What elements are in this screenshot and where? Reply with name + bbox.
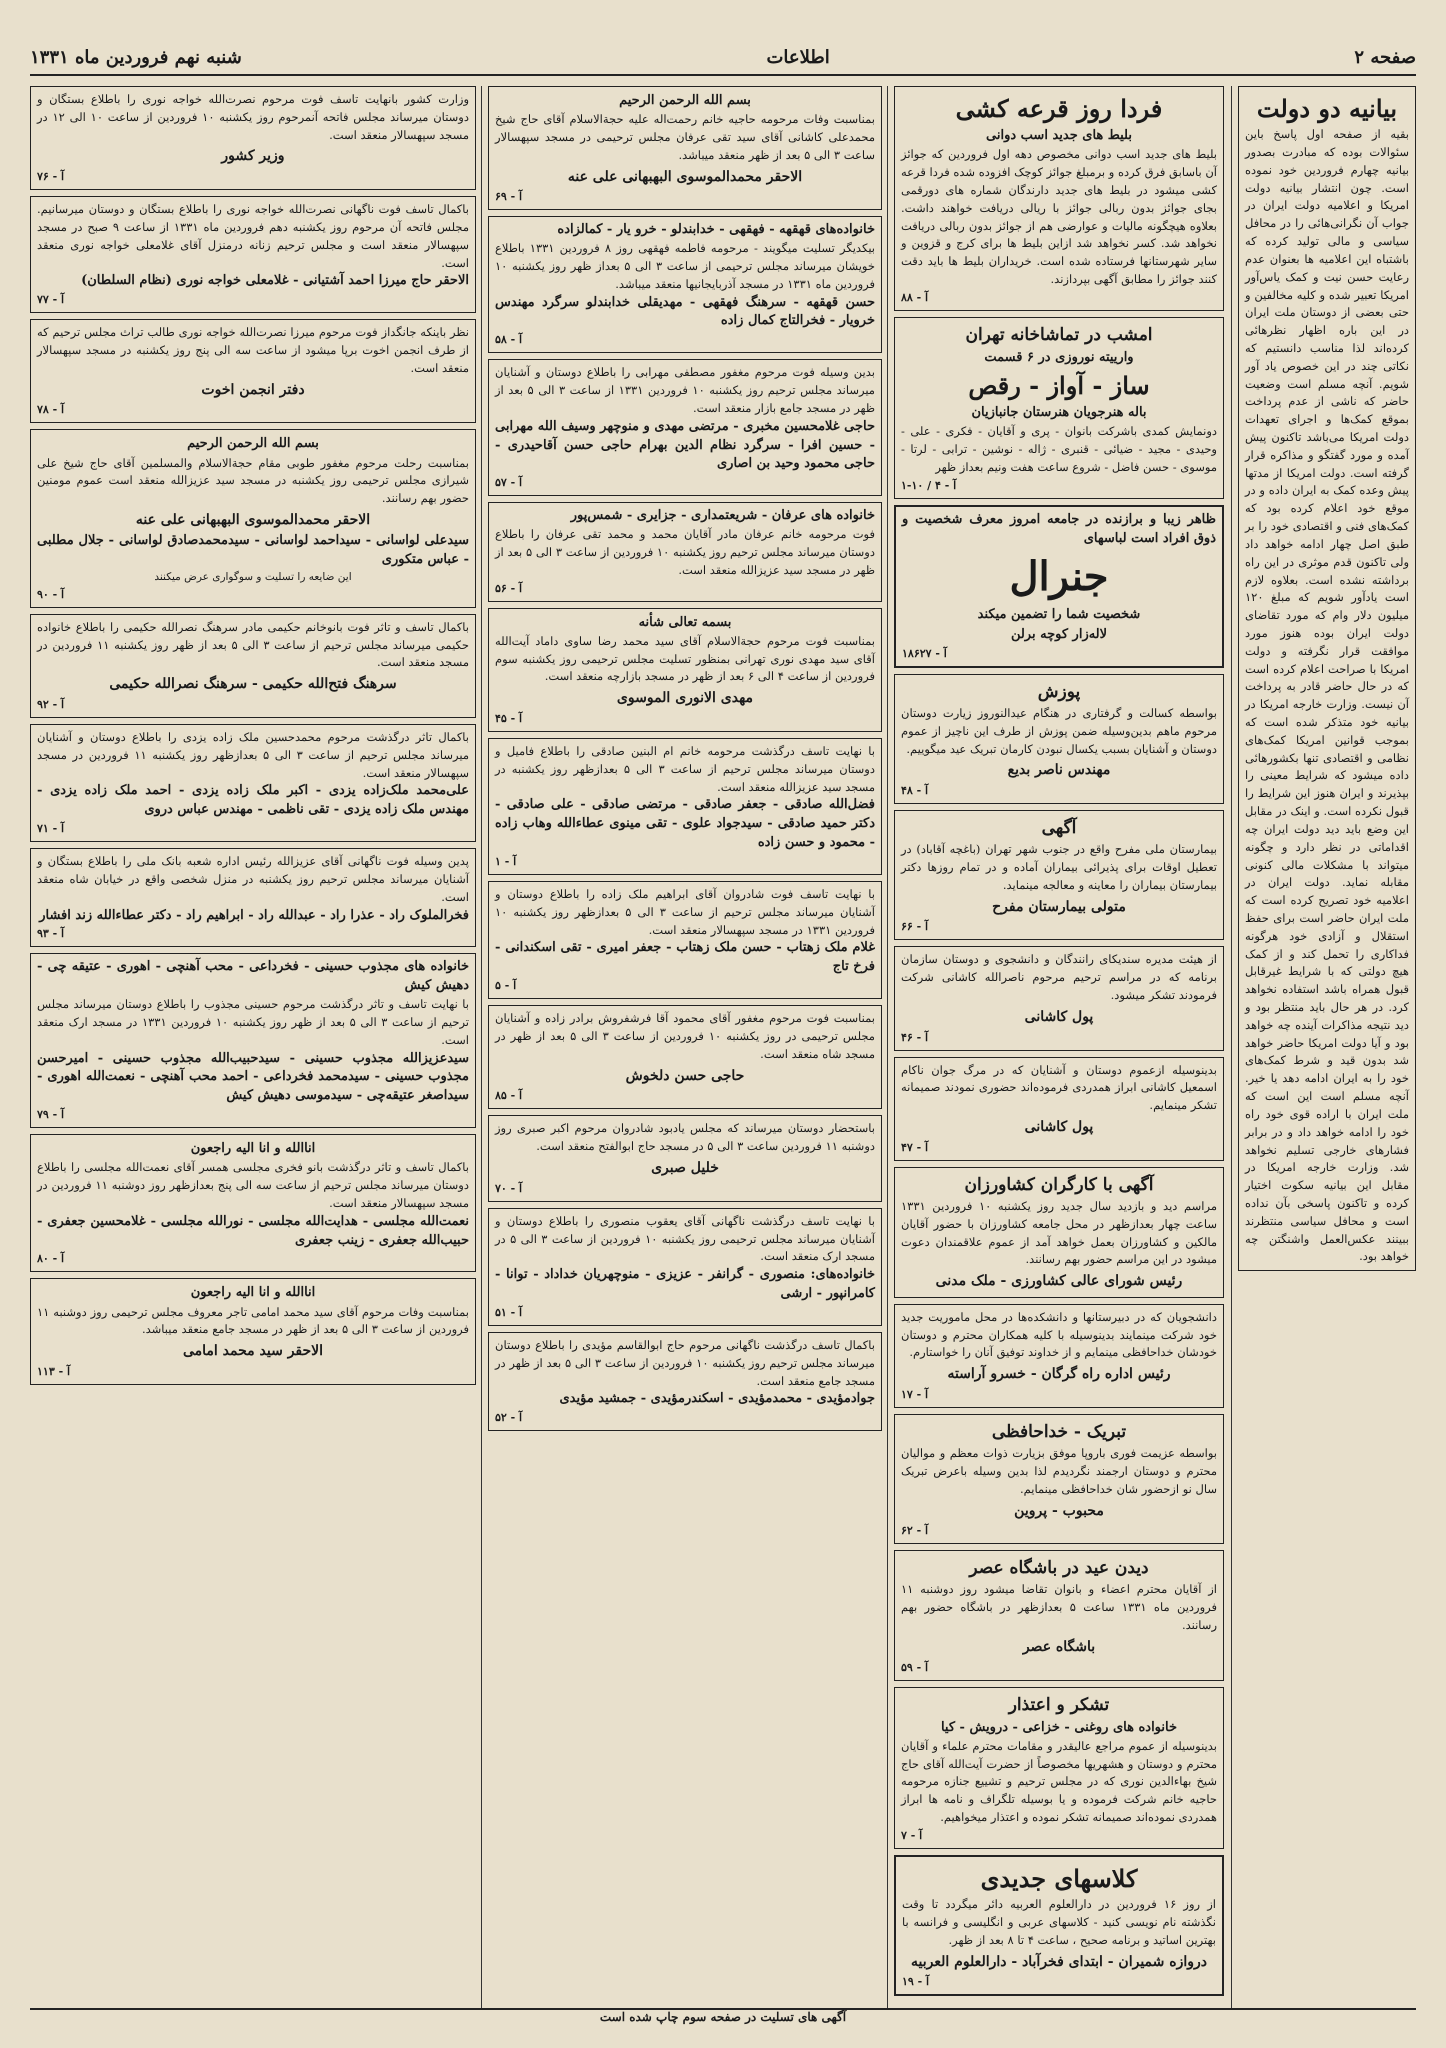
obituary-body: باکمال تاسف درگذشت ناگهانی مرحوم حاج ابوالقاسم مؤیدی را باطلاع دوستان میرساند مجلس ترحیم روز یکشنبه ۱۰ فروردین از ساعت ۳ الی ۵ بعد از ظهر در مسجد جامع منعقد است.: [495, 1337, 875, 1388]
ad-title: آگهی: [1041, 818, 1077, 839]
column-bayanieh: [1231, 86, 1416, 2008]
obituary-1: [488, 86, 882, 210]
obituary-left-6: [30, 614, 476, 718]
ad-ballet: باله هنرجویان هنرستان جانبازیان: [971, 405, 1147, 421]
obituary-head: اناالله و انا الیه راجعون: [190, 1285, 316, 1301]
obituary-ref: آ - ۶۹: [495, 190, 523, 204]
obituary-body: فوت مرحومه خانم عرفان مادر آقایان محمد و محمد تقی عرفان را باطلاع دوستان میرساند مجلس ترحیم روز یکشنبه ۱۰ فروردین از ساعت ۳ الی ۵ بعد از ظهر در مسجد سید عزیزالله منعقد است.: [495, 527, 875, 577]
obituary-title: خانواده های عرفان - شریعتمداری - جزایری - شمس‌پور: [570, 508, 875, 524]
ad-ref: آ - ۸۸: [901, 290, 929, 304]
obituary-signature: فخرالملوک راد - عذرا راد - عبدالله راد - ابراهیم راد - دکتر عطاءالله زند افشار: [39, 907, 469, 923]
obituary-title: خانواده‌های قهقهه - فهقهی - خدابندلو - خرو یار - کمالزاده: [557, 222, 875, 238]
ad-ref: آ - ۴ / ۱۰-۱: [901, 478, 957, 492]
obituary-head: بسم الله الرحمن الرحیم: [187, 436, 319, 452]
obituary-signature: غلام ملک زهتاب - حسن ملک زهتاب - جعفر امیری - تقی اسکندانی - فرخ تاج: [495, 940, 875, 975]
obituary-body: نظر باینکه جانگداز فوت مرحوم میرزا نصرت‌الله خواجه نوری طالب تراث مجلس ترحیم که از طرف انجمن اخوت برپا میشود از ساعت سه الی پنج روز یکشنبه در مسجد سپهسالار منعقد است.: [37, 325, 469, 375]
obituary-left-3: [30, 319, 476, 423]
obituary-signature: حاجی غلامحسین مخبری - مرتضی مهدی و منوچهر وسیف الله مهرابی - حسین افرا - سرگرد نظام الدین بهرام حاجی حسن آقاحیدری - حاجی محمود وحید بن اصاری: [495, 418, 875, 472]
obituary-body: بدین وسیله فوت مرحوم مغفور مصطفی مهرابی را باطلاع دوستان و آشنایان میرساند مجلس ترحیم روز یکشنبه ۱۰ فروردین ۱۳۳۱ از ساعت ۳ الی ۵ بعد از ظهر در مسجد جامع بازار منعقد است.: [495, 365, 875, 415]
obituary-body: پدین وسیله فوت ناگهانی آقای عزیزالله رئیس اداره شعبه بانک ملی را باطلاع بستگان و آشنایان میرساند مجلس ترحیم روز یکشنبه در منزل شخصی واقع در خیابان شاه منعقد است.: [37, 854, 469, 904]
obituary-signature: الاحقر محمدالموسوی البهبهانی علی عنه: [135, 512, 371, 529]
obituary-2: [488, 216, 882, 353]
ad-body: بواسطه عزیمت فوری باروپا موفق بزیارت ذوات معظم و موالیان محترم و دوستان ارجمند نگردیدم لذا بدین وسیله باعرض تبریک سال نو ازحضور شان خداحافظی مینمایم.: [901, 1446, 1217, 1496]
obituary-left-1: [30, 86, 476, 190]
obituary-left-10: [30, 1134, 476, 1272]
ad-ref: آ - ۱۷: [901, 1387, 929, 1401]
ad-body: بدینوسیله از عموم مراجع عالیقدر و مقامات محترم علماء و آقایان محترم و دوستان و هشهریها مخصوصاً از حضرت آیت‌الله آقای حاج شیخ بهاءالدین نوری که در مجلس ترحیم و تشییع جنازه مرحومه حاجیه خانم شرکت فرموده و یا بوسیله تلگراف و نامه ها ابراز همدردی نموده‌اند صمیمانه تشکر نموده و اعتذار میخواهیم.: [901, 1738, 1217, 1825]
ad-ref: آ - ۱۸۶۲۷: [902, 646, 947, 660]
obituary-body: بمناسبت فوت مرحوم مغفور آقای محمود آقا فرشفروش برادر زاده و آشنایان مجلس ترحیمی در روز یکشنبه ۱۰ فروردین از ساعت ۳ الی ۵ بعد از ظهر در مسجد شاه منعقد است.: [495, 1011, 875, 1061]
obituary-names: سیدعلی لواسانی - سیداحمد لواسانی - سیدمحمدصادق لواسانی - جلال مطلبی - عباس متکوری: [37, 532, 469, 567]
obituary-body: با نهایت تاسف درگذشت ناگهانی آقای یعقوب منصوری را باطلاع دوستان و آشنایان میرساند مجلس ترحیمی روز یکشنبه ۱۰ فروردین از ساعت ۳ الی ۵ در مسجد ارک منعقد است.: [495, 1213, 875, 1264]
ad-signature: مهندس ناصر بدیع: [1007, 762, 1111, 779]
obituary-body: باکمال تاثر درگذشت مرحوم محمدحسین ملک زاده یزدی را باطلاع دوستان و آشنایان میرساند مجلس ترحیم از ساعت ۳ الی ۵ بعدازظهر روز یکشنبه ۱۱ فروردین در مسجد سپهسالار منعقد است.: [37, 729, 469, 780]
ad-signature: پول کاشانی: [1024, 1008, 1094, 1025]
ad-title: دیدن عید در باشگاه عصر: [969, 1558, 1149, 1579]
article-bayanieh: [1238, 86, 1416, 1271]
ad-body: دانشجویان که در دبیرستانها و دانشکده‌ها در محل ماموریت جدید خود شرکت مینمایند بدینوسیله با کلیه همکاران محترم و دوستان خودشان خداحافظی مینمایم و از خداوند توفیق آنان را خواستارم.: [901, 1309, 1217, 1360]
page-footer: آگهی های تسلیت در صفحه سوم چاپ شده است: [30, 2008, 1416, 2026]
page-header: [30, 40, 1416, 76]
issue-date: شنبه نهم فروردین ماه ۱۳۳۱: [30, 46, 242, 68]
ad-body: دونمایش کمدی باشرکت بانوان - پری و آقایان - فکری - علی - وحیدی - مجید - ضیائی - قنبری - ژاله - نوشین - ترابی - لرتا - موسوی - حسن فاضل - شروع ساعت هفت ونیم بعداز ظهر: [901, 424, 1217, 475]
obituary-title: خانواده های مجذوب حسینی - فخرداعی - محب آهنچی - اهوری - عتیقه چی - دهیش کیش: [37, 959, 469, 994]
ad-intro: ظاهر زیبا و برازنده در جامعه امروز معرف شخصیت و ذوق افراد است لباسهای: [902, 511, 1216, 546]
ad-general: [894, 505, 1224, 668]
obituary-note: این ضایعه را تسلیت و سوگواری عرض میکنند: [154, 571, 352, 584]
ad-title: کلاسهای جدیدی: [980, 1863, 1138, 1893]
obituary-signature: حسن قهقهه - سرهنگ فهقهی - مهدیقلی خدابندلو سرگرد مهندس خرویار - فخرالتاج کمال زاده: [495, 294, 875, 329]
column-obituaries-2: [30, 86, 476, 2008]
obituary-3: [488, 359, 882, 496]
paper-name: اطلاعات: [766, 46, 830, 68]
obituary-left-11: [30, 1278, 476, 1385]
obituary-signature: فضل‌الله صادقی - جعفر صادقی - مرتضی صادقی - علی صادقی - دکتر حمید صادقی - سیدجواد علوی - تقی مینوی عطاءالله وهاب زاده - محمود و حسن زاده: [495, 797, 875, 851]
ad-klas: [894, 1855, 1224, 1996]
ad-ref: آ - ۵۹: [901, 1660, 929, 1674]
obituary-4: [488, 502, 882, 601]
obituary-body: بمناسبت فوت مرحوم حجةالاسلام آقای سید محمد رضا ساوی داماد آیت‌الله آقای سید مهدی نوری تهرانی بمنظور تسلیت مجلس ترحیمی روز یکشنبه سوم فروردین از ساعت ۴ الی ۶ بعد از ظهر در مسجد بازارچه منعقد است.: [495, 633, 875, 684]
obituary-ref: آ - ۷۱: [37, 822, 65, 836]
obituary-signature: نعمت‌الله مجلسی - هدایت‌الله مجلسی - نورالله مجلسی - غلامحسین جعفری - حبیب‌الله جعفری - زینب جعفری: [37, 1213, 469, 1248]
ad-ref: آ - ۴۶: [901, 1030, 929, 1044]
ad-bashgah: [894, 1550, 1224, 1680]
obituary-body: با نهایت تاسف فوت شادروان آقای ابراهیم ملک زاده را باطلاع دوستان و آشنایان میرساند مجلس ترحیم از ساعت ۳ الی ۵ بعدازظهر روز یکشنبه ۱۰ فروردین ۱۳۳۱ در مسجد سپهسالار منعقد است.: [495, 887, 875, 937]
obituary-signature: الاحقر سید محمد امامی: [182, 1343, 324, 1360]
ad-body: بواسطه کسالت و گرفتاری در هنگام عیدالنوروز زیارت دوستان مرحوم ماهم بدین‌وسیله ضمن پوزش از طرف این ناچیز از عموم دوستان و آشنایان بسبب یکسال نبودن کارمان تبریک عید میگوییم.: [901, 706, 1217, 756]
ad-theater: [894, 317, 1224, 499]
column-ads-middle: [887, 86, 1224, 2008]
obituary-left-4: [30, 429, 476, 607]
obituary-ref: آ - ۵: [495, 979, 517, 993]
article-title: بیانیه دو دولت: [1256, 94, 1398, 123]
ad-brand: جنرال: [1009, 552, 1109, 600]
obituary-head: بسمه تعالی شأنه: [638, 614, 732, 630]
obituary-ref: آ - ۹۳: [37, 927, 65, 941]
ad-body: از هیئت مدیره سندیکای رانندگان و دانشجوی و دوستان سازمان برنامه که در مراسم ترحیم مرحوم ناصرالله کاشانی شرکت فرمودند تشکر میشود.: [901, 952, 1217, 1003]
obituary-ref: آ - ۱: [495, 854, 517, 868]
ad-pozesh: [894, 674, 1224, 804]
obituary-body: باکمال تاسف و تاثر درگذشت بانو فخری مجلسی همسر آقای نعمت‌الله مجلسی را باطلاع دوستان میرساند مجلس ترحیم از ساعت سه الی پنج بعدازظهر روز دوشنبه ۱۱ فروردین در مسجد سپهسالار منعقد است.: [37, 1160, 469, 1210]
obituary-body: باستحضار دوستان میرساند که مجلس یادبود شادروان مرحوم اکبر صبری روز دوشنبه ۱۱ فروردین ساعت ۳ الی ۵ در مسجد حاج ابوالفتح منعقد است.: [495, 1121, 875, 1154]
ad-title: امشب در تماشاخانه تهران: [965, 324, 1153, 345]
obituary-left-8: [30, 848, 476, 947]
ad-danesh: [894, 1304, 1224, 1408]
obituary-signature: خلیل صبری: [651, 1159, 719, 1176]
ad-ref: آ - ۱۹: [902, 1975, 930, 1989]
ad-signature: رئیس شورای عالی کشاورزی - ملک مدنی: [935, 1273, 1183, 1290]
obituary-body: بمناسبت وفات مرحومه حاجیه خانم رحمت‌اله علیه حجةالاسلام آقای حاج شیخ محمدعلی کاشانی آقای سید تقی عرفان مجلس ترحیمی در مسجد سپهسالار ساعت ۳ الی ۵ بعد از ظهر منعقد میباشد.: [495, 112, 875, 162]
obituary-head: اناالله و انا الیه راجعون: [190, 1141, 316, 1157]
obituary-left-7: [30, 724, 476, 842]
ad-ref: آ - ۶۶: [901, 920, 929, 934]
obituary-ref: آ - ۵۲: [495, 1411, 523, 1425]
obituary-8: [488, 1005, 882, 1109]
obituary-11: [488, 1332, 882, 1431]
obituary-signature: الاحقر حاج میرزا احمد آشتیانی - غلامعلی خواجه نوری (نظام السلطان): [81, 273, 469, 289]
obituary-ref: آ - ۹۲: [37, 697, 65, 711]
ad-subtitle: خانواده های روغنی - خزاعی - درویش - کیا: [940, 1719, 1178, 1735]
ad-address: لاله‌زار کوچه برلن: [1010, 626, 1108, 642]
obituary-signature: سرهنگ فتح‌الله حکیمی - سرهنگ نصرالله حکیمی: [109, 676, 397, 693]
ad-keshavarzan: [894, 1167, 1224, 1298]
ad-note: شخصیت شما را تضمین میکند: [977, 606, 1141, 622]
ad-signature: محبوب - پروین: [1014, 1502, 1104, 1519]
ad-body: از روز ۱۶ فروردین در دارالعلوم العربیه دائر میگردد تا وقت نگذشته نام نویسی کنید - کلاسهای عربی و انگلیسی و فرانسه با بهترین اساتید و برنامه صحیح ، ساعت ۴ تا ۸ بعد از ظهر.: [902, 1897, 1216, 1947]
obituary-left-2: [30, 196, 476, 313]
obituary-signature: حاجی حسن دلخوش: [625, 1067, 745, 1084]
obituary-signature: خانواده‌های: منصوری - گرانفر - عزیزی - منوچهریان خداداد - توانا - کامرانپور - ارشی: [495, 1267, 875, 1301]
obituary-ref: آ - ۴۵: [495, 711, 523, 725]
obituary-signature: علی‌محمد ملک‌زاده یزدی - اکبر ملک زاده یزدی - احمد ملک زاده یزدی - مهندس ملک زاده یزدی - تقی ناظمی - مهندس عباس دروی: [37, 783, 469, 818]
obituary-10: [488, 1208, 882, 1326]
ad-ref: آ - ۴۷: [901, 1140, 929, 1154]
ad-ref: آ - ۴۸: [901, 784, 929, 798]
article-body: بقیه از صفحه اول پاسخ باین سئوالات بوده که مبادرت بصدور بیانیه چهارم فروردین خود نموده است. چون انتشار بیانیه دولت امریکا و اعلامیه دولت ایران در جواب آن نگرانی‌هائی را در محافل سیاسی و مالی تولید کرده که باشتباه این اعلامیه ها بعنوان عدم رعایت حسن نیت و کمک یاس‌آور امریکا تعبیر شده و کلیه مخالفین و حتی بعضی از دوستان ملت ایران در این باره اظهار نظرهائی کرده‌اند لذا مناسب دانستیم که نکاتی چند در این خصوص یاد آور شویم. آنچه مسلم است وضعیت حاضر که ناشی از عدم پرداخت بموقع کمک‌ها و اجرای تعهدات دولت امریکا می‌باشد تاکنون پیش آمده و مورد گفتگو و مذاکره قرار گرفته است. دولت امریکا از مدتها پیش وعده کمک به ایران داده و در موقع خود اعلام کرده بود که کمک‌های فنی و اقتصادی خود را بر طبق اصل چهار ادامه خواهد داد ولی تاکنون قدم موثری در این راه برداشته نشده است. بعلاوه لازم است یادآور شویم که مبلغ ۱۲۰ میلیون دلار وام که مورد تقاضای دولت ایران بوده هنوز مورد موافقت قرار نگرفته و دولت امریکا با صراحت اعلام کرده است که در حال حاضر قادر به پرداخت آن نیست. وزارت خارجه امریکا در بیانیه خود متذکر شده است که بموجب قوانین امریکا کمک‌های نظامی و اقتصادی تنها بکشورهائی داده میشود که شرایط معینی را بپذیرند و ایران هنوز این شرایط را قبول نکرده است. و اینک در مقابل این وضع باید دید دولت ایران چه اقداماتی در نظر دارد و چگونه میتواند با مشکلات مالی کنونی مقابله نماید. دولت ایران در اعلامیه خود تصریح کرده است که ملت ایران حاضر است برای حفظ استقلال و آزادی خود هرگونه فداکاری را تحمل کند و از کمک هیچ دولتی که با شرایط غیرقابل قبول همراه باشد استفاده نخواهد کرد. در هر حال باید منتظر بود و دید نتیجه مذاکرات آینده چه خواهد بود و آیا دولت امریکا حاضر خواهد شد بدون قید و شرط کمک‌های خود را به ایران ادامه دهد یا خیر. آنچه مسلم است این است که ملت ایران با اراده قوی خود راه خود را ادامه خواهد داد و در برابر فشارهای خارجی تسلیم نخواهد شد. وزارت خارجه امریکا در مقابل این بیانیه سکوت اختیار کرده و تاکنون پاسخی بآن نداده است و محافل سیاسی منتظرند ببینند عکس‌العمل واشنگتن چه خواهد بود.: [1245, 127, 1409, 1264]
obituary-signature: جوادمؤیدی - محمدمؤیدی - اسکندرمؤیدی - جمشید مؤیدی: [559, 1391, 875, 1407]
obituary-ref: آ - ۸۰: [37, 1252, 65, 1266]
ad-ref: آ - ۷: [901, 1828, 923, 1842]
ad-body: بیمارستان ملی مفرح واقع در جنوب شهر تهران (باغچه آقاباد) در تعطیل اوقات برای پذیرائی بیماران آماده و در تمام روزها دکتر بیمارستان بیماران را معاینه و معالجه مینماید.: [901, 842, 1217, 892]
obituary-ref: آ - ۹۰: [37, 587, 65, 601]
ad-signature: رئیس اداره راه گرگان - خسرو آراسته: [947, 1366, 1171, 1383]
obituary-left-9: [30, 953, 476, 1128]
obituary-signature: الاحقر محمدالموسوی البهبهانی علی عنه: [567, 168, 803, 185]
obituary-7: [488, 881, 882, 999]
ad-khodahafezi: [894, 1414, 1224, 1544]
obituary-ref: آ - ۷۶: [37, 170, 65, 184]
ad-kashani-1: [894, 946, 1224, 1050]
ad-body: از آقایان محترم اعضاء و بانوان تقاضا میشود روز دوشنبه ۱۱ فروردین ماه ۱۳۳۱ ساعت ۵ بعدازظهر در باشگاه حضور بهم رسانند.: [901, 1582, 1217, 1632]
obituary-signature: دفتر انجمن اخوت: [201, 381, 305, 398]
obituary-body: باکمال تاسف و تاثر فوت بانوخانم حکیمی مادر سرهنگ نصرالله حکیمی را باطلاع خانواده حکیمی میرساند مجلس ترحیم از ساعت ۳ الی ۵ بعد از ظهر روز یکشنبه ۱۱ فروردین در مسجد منعقد است.: [37, 619, 469, 670]
obituary-ref: آ - ۵۶: [495, 581, 523, 595]
obituary-signature: مهدی الانوری الموسوی: [616, 690, 754, 707]
ad-title: آگهی با کارگران کشاورزان: [964, 1174, 1154, 1195]
ad-kashani-2: [894, 1057, 1224, 1161]
obituary-ref: آ - ۷۷: [37, 293, 65, 307]
ad-title: فردا روز قرعه کشی: [955, 94, 1163, 123]
ad-agahi-hospital: [894, 810, 1224, 940]
ad-signature: متولی بیمارستان مفرح: [992, 898, 1126, 915]
obituary-body: بیکدیگر تسلیت میگویند - مرحومه فاطمه فهقهی روز ۸ فروردین ۱۳۳۱ باطلاع خویشان میرساند مجلس ترحیمی از ساعت ۳ الی ۵ بعداز ظهر روز یکشنبه ۱۰ فروردین ماه ۱۳۳۱ در مسجد آذربایجانیها منعقد میباشد.: [495, 241, 875, 291]
obituary-body: بمناسبت وفات مرحوم آقای سید محمد امامی تاجر معروف مجلس ترحیمی روز دوشنبه ۱۱ فروردین از ساعت ۳ الی ۵ بعد از ظهر در مسجد جامع منعقد میباشد.: [37, 1304, 469, 1337]
obituary-6: [488, 738, 882, 875]
obituary-ref: آ - ۵۷: [495, 476, 523, 490]
obituary-ref: آ - ۸۵: [495, 1089, 523, 1103]
ad-body: مراسم دید و بازدید سال جدید روز یکشنبه ۱۰ فروردین ۱۳۳۱ ساعت چهار بعدازظهر در محل جامعه کشاورزان با حضور آقایان مالکین و کشاورزان بعمل خواهد آمد از عموم علاقمندان دعوت میشود در این مراسم حضور بهم رسانند.: [901, 1198, 1218, 1267]
obituary-ref: آ - ۵۱: [495, 1305, 523, 1319]
obituary-5: [488, 608, 882, 732]
ad-signature: باشگاه عصر: [1022, 1638, 1096, 1655]
obituary-body: وزارت کشور بانهایت تاسف فوت مرحوم نصرت‌الله خواجه نوری را باطلاع بستگان و دوستان میرساند مجلس فاتحه آنمرحوم روز یکشنبه ۱۰ فروردین از ساعت ۱۰ الی ۱۲ در مسجد سپهسالار منعقد است.: [37, 92, 469, 142]
obituary-ref: آ - ۷۸: [37, 403, 65, 417]
ad-address: دروازه شمیران - ابتدای فخرآباد - دارالعلوم العربیه: [911, 1953, 1207, 1970]
ad-show: ساز - آواز - رقص: [968, 371, 1150, 401]
ad-qorekeshi: [894, 86, 1224, 311]
column-obituaries-1: [481, 86, 882, 2008]
ad-subtitle: بلیط های جدید اسب دوانی: [986, 128, 1132, 144]
obituary-ref: آ - ۵۸: [495, 333, 523, 347]
ad-body: بدینوسیله ازعموم دوستان و آشنایان که در مرگ جوان ناکام اسمعیل کاشانی ابراز همدردی فرموده‌اند حضوری نمودند صمیمانه تشکر مینمایم.: [901, 1062, 1217, 1113]
obituary-ref: آ - ۷۰: [495, 1181, 523, 1195]
obituary-signature: سیدعزیزالله مجذوب حسینی - سیدحبیب‌الله مجذوب حسینی - امیرحسن مجذوب حسینی - سیدمحمد فخرداعی - احمد محب آهنچی - نعمت‌الله اهوری - سیداصغر عتیقه‌چی - سیدموسی دهیش کیش: [37, 1050, 469, 1104]
obituary-9: [488, 1115, 882, 1201]
page-number: صفحه ۲: [1354, 46, 1416, 68]
ad-title: پوزش: [1037, 681, 1081, 702]
obituary-signature: وزیر کشور: [221, 148, 285, 165]
ad-body: بلیط های جدید اسب دوانی مخصوص دهه اول فروردین که جوائز آن باسابق فرق کرده و برمبلغ جوائز کوچک افزوده شده فردا قرعه کشی میشود در بلیط های جدید دارندگان شماره های دورقمی بجای جوائز بدون ربالی جوائز با ریالی دریافت خواهند داشت. بعلاوه هیچگونه مالیات و عوارضی هم از جوائز بدون ربالی دریافت نخواهد شد. کسر نخواهد شد ازاین بلیط ها برای کرج و قزوین و سایر شهرستانها فرستاده شده است. خریداران بلیط ها باید دقت کنند جوائز را مطابق آگهی بپردازند.: [901, 147, 1217, 287]
ad-title: تبریک - خداحافظی: [991, 1422, 1127, 1443]
ad-title: تشکر و اعتذار: [1008, 1694, 1110, 1715]
obituary-head: بسم الله الرحمن الرحیم: [619, 93, 751, 108]
ad-ref: آ - ۶۲: [901, 1524, 929, 1538]
obituary-body: با نهایت تاسف درگذشت مرحومه خانم ام البنین صادقی را باطلاع فامیل و دوستان میرساند مجلس ترحیم از ساعت ۳ الی ۵ بعدازظهر روز یکشنبه در مسجد سید عزیزالله منعقد است.: [495, 743, 875, 794]
ad-subtitle: وارییته نوروزی در ۶ قسمت: [984, 349, 1134, 365]
obituary-body: باکمال تاسف فوت ناگهانی نصرت‌الله خواجه نوری را باطلاع بستگان و دوستان میرسانیم. مجلس فاتحه آن مرحوم روز یکشنبه دهم فروردین ماه ۱۳۳۱ از ساعت ۹ صبح در مسجد سپهسالار منعقد است و مجلس ترحیم زنانه درمنزل آقای غلامعلی خواجه نوری منعقد است.: [37, 202, 469, 270]
ad-signature: پول کاشانی: [1024, 1119, 1094, 1136]
obituary-body: بمناسبت رحلت مرحوم مغفور طوبی مقام حجةالاسلام والمسلمین آقای حاج شیخ علی شیرازی مجلس ترحیمی روز یکشنبه در مسجد سید عزیزالله منعقد است عموم مومنین حضور بهم رسانند.: [37, 455, 469, 506]
obituary-ref: آ - ۷۹: [37, 1108, 65, 1122]
obituary-ref: آ - ۱۱۳: [37, 1364, 71, 1378]
ad-tashakor: [894, 1687, 1224, 1849]
obituary-body: با نهایت تاسف و تاثر درگذشت مرحوم حسینی مجذوب را باطلاع دوستان میرساند مجلس ترحیم از ساعت ۳ الی ۵ بعد از ظهر روز یکشنبه ۱۰ فروردین ۱۳۳۱ در مسجد ارک منعقد است.: [37, 997, 469, 1047]
